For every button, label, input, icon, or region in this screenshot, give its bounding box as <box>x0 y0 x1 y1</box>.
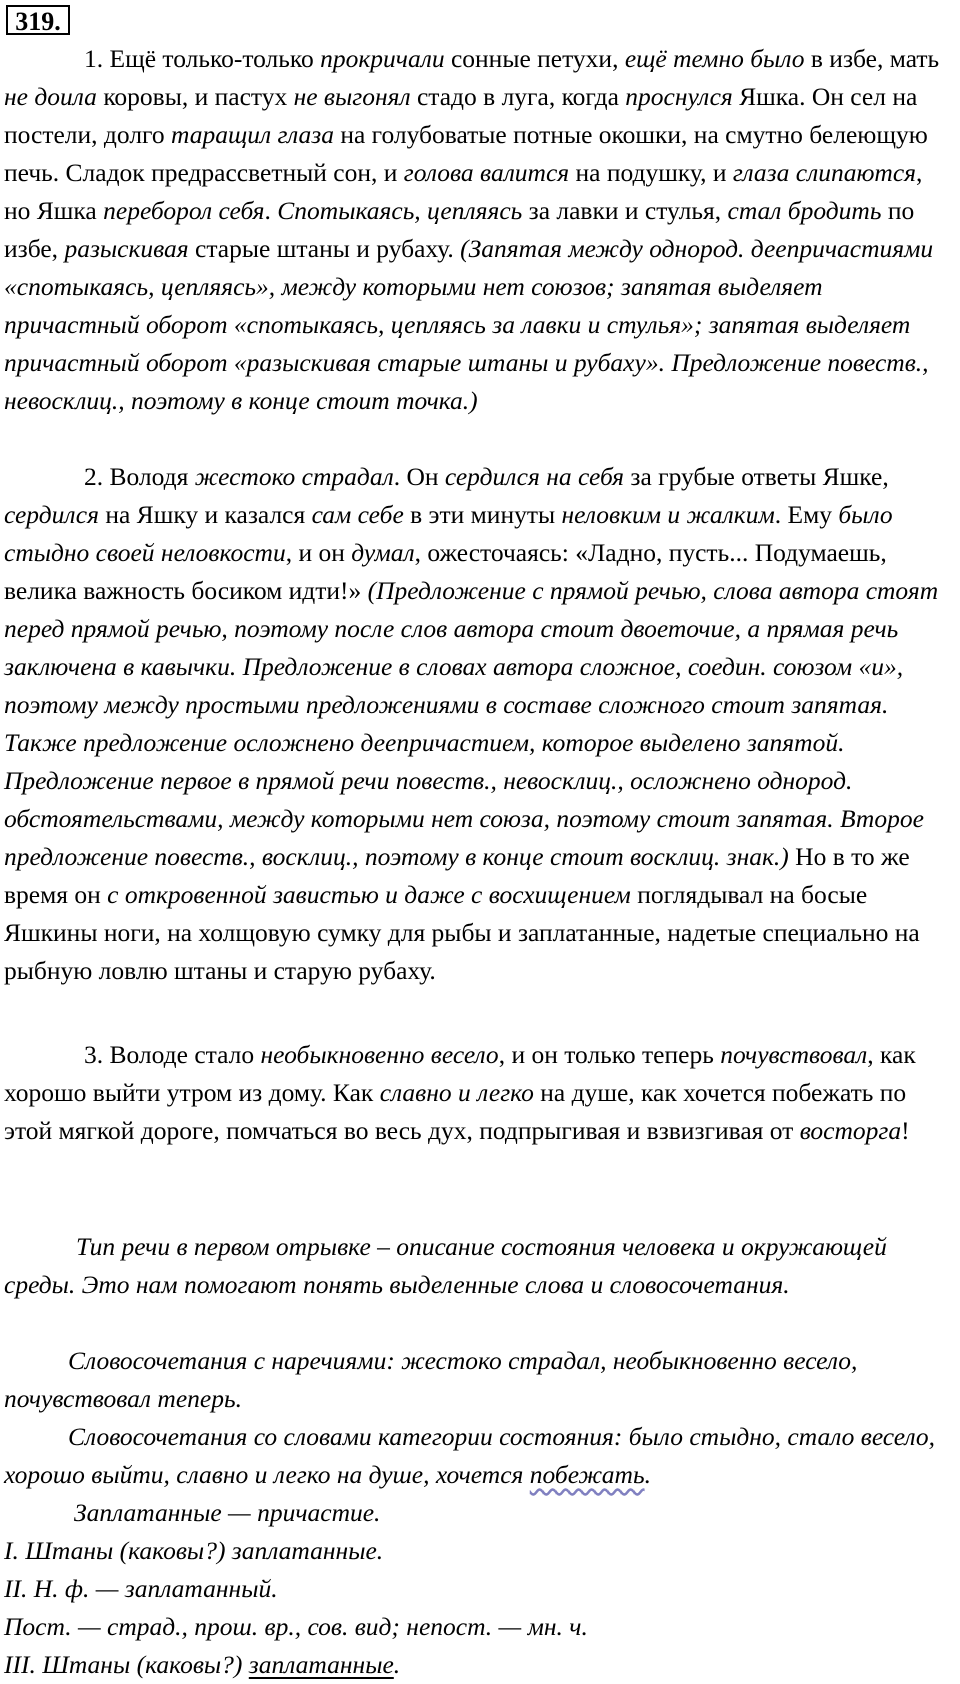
analysis-state-phrases: Словосочетания со словами категории состояния: было стыдно, стало весело, хорошо выйти, славно и легко на душе, хочется побежать. <box>4 1422 936 1489</box>
paragraph-1-commentary: (Запятая между однород. деепричастиями «спотыкаясь, цепляясь», между которыми нет союзов; запятая выделяет причастный оборот «спотыкаясь, цепляясь за лавки и стулья»; запятая выделяет причастный оборот «разыскивая старые штаны и рубаху». Предложение повеств., невосклиц., поэтому в конце стоит точка.) <box>4 234 934 415</box>
exercise-number: 319. <box>6 5 70 35</box>
paragraph-3: 3. Володе стало необыкновенно весело, и он только теперь почувствовал, как хорошо выйти утром из дому. Как славно и легко на душе, как хочется побежать по этой мягкой дороге, помчаться во весь дух, подпрыгивая и взвизгивая от восторга! <box>4 1040 916 1145</box>
analysis-speech-type: Тип речи в первом отрывке – описание состояния человека и окружающей среды. Это нам помогают понять выделенные слова и словосочетания. <box>4 1232 887 1299</box>
wavy-underlined-word: побежать <box>529 1460 645 1489</box>
analysis-line-4: III. Штаны (каковы?) заплатанные. <box>4 1650 401 1679</box>
analysis-adverb-phrases: Словосочетания с наречиями: жестоко страдал, необыкновенно весело, почувствовал теперь. <box>4 1346 858 1413</box>
analysis-line-3: Пост. — страд., прош. вр., сов. вид; непост. — мн. ч. <box>4 1612 588 1641</box>
paragraph-1: 1. Ещё только-только прокричали сонные петухи, ещё темно было в избе, мать не доила коровы, и пастух не выгонял стадо в луга, когда проснулся Яшка. Он сел на постели, долго таращил глаза на голубоватые потные окошки, на смутно белеющую печь. Сладок предрассветный сон, и голова валится на подушку, и глаза слипаются, но Яшка переборол себя. Спотыкаясь, цепляясь за лавки и стулья, стал бродить по избе, разыскивая старые штаны и рубаху. (Запятая между однород. деепричастиями «спотыкаясь, цепляясь», между которыми нет союзов; запятая выделяет причастный оборот «спотыкаясь, цепляясь за лавки и стулья»; запятая выделяет причастный оборот «разыскивая старые штаны и рубаху». Предложение повеств., невосклиц., поэтому в конце стоит точка.) <box>4 44 940 415</box>
analysis-line-2: II. Н. ф. — заплатанный. <box>4 1574 278 1603</box>
analysis-line-1: I. Штаны (каковы?) заплатанные. <box>4 1536 384 1565</box>
paragraph-2: 2. Володя жестоко страдал. Он сердился на себя за грубые ответы Яшке, сердился на Яшку и казался сам себе в эти минуты неловким и жалким. Ему было стыдно своей неловкости, и он думал, ожесточаясь: «Ладно, пусть... Подумаешь, велика важность босиком идти!» (Предложение с прямой речью, слова автора стоят перед прямой речью, поэтому после слов автора стоит двоеточие, а прямая речь заключена в кавычки. Предложение в словах автора сложное, соедин. союзом «и», поэтому между простыми предложениями в составе сложного стоит запятая. Также предложение осложнено деепричастием, которое выделено запятой. Предложение первое в прямой речи повеств., невосклиц., осложнено однород. обстоятельствами, между которыми нет союза, поэтому стоит запятая. Второе предложение повеств., восклиц., поэтому в конце стоит восклиц. знак.) Но в то же время он с откровенной завистью и даже с восхищением поглядывал на босые Яшкины ноги, на холщовую сумку для рыбы и заплатанные, надетые специально на рыбную ловлю штаны и старую рубаху. <box>4 462 939 985</box>
underlined-word: заплатанные <box>248 1650 394 1679</box>
paragraph-2-commentary: (Предложение с прямой речью, слова автора стоят перед прямой речью, поэтому после слов автора стоит двоеточие, а прямая речь заключена в кавычки. Предложение в словах автора сложное, соедин. союзом «и», поэтому между простыми предложениями в составе сложного стоит запятая. Также предложение осложнено деепричастием, которое выделено запятой. Предложение первое в прямой речи повеств., невосклиц., осложнено однород. обстоятельствами, между которыми нет союза, поэтому стоит запятая. Второе предложение повеств., восклиц., поэтому в конце стоит восклиц. знак.) <box>4 576 939 871</box>
analysis-participle: Заплатанные — причастие. <box>74 1498 381 1527</box>
